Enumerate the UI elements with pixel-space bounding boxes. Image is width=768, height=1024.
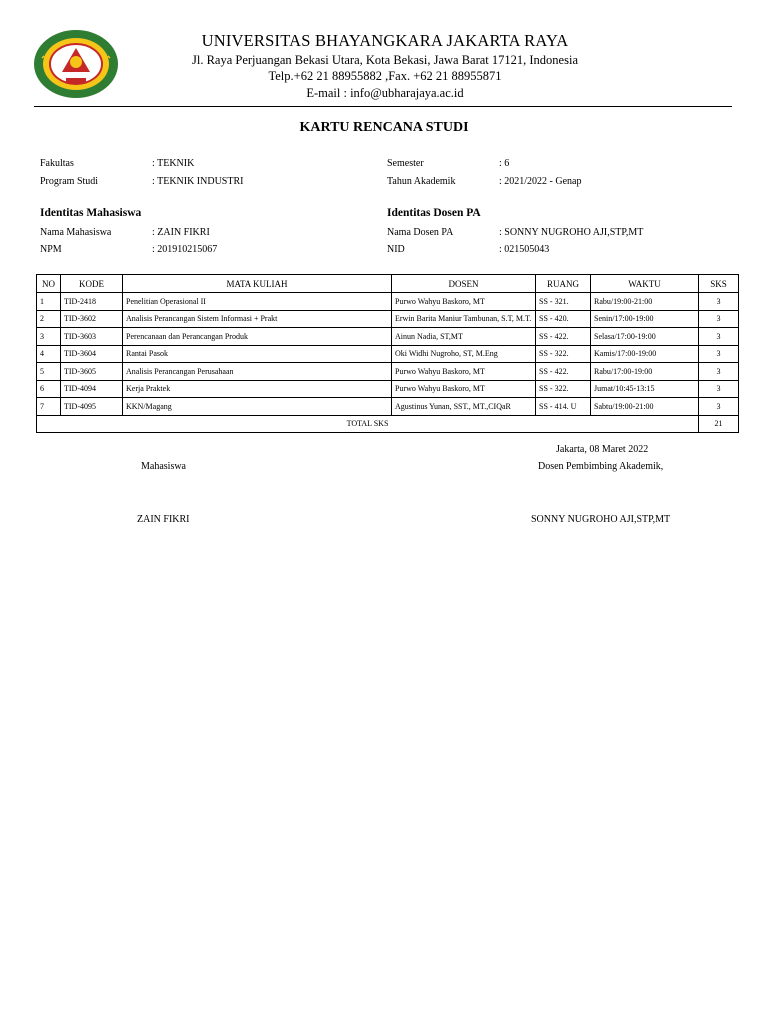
cell-sks: 3 <box>699 398 739 416</box>
npm-value: : 201910215067 <box>152 244 218 255</box>
semester-value: : 6 <box>499 158 510 169</box>
table-row <box>37 293 739 311</box>
cell-dosen: Erwin Barita Maniur Tambunan, S.T, M.T. <box>392 310 536 328</box>
document-title: KARTU RENCANA STUDI <box>299 120 469 135</box>
cell-kode: TID-3602 <box>61 310 123 328</box>
cell-sks: 3 <box>699 345 739 363</box>
column-header-kode: KODE <box>61 275 123 293</box>
table-row <box>37 328 739 346</box>
university-name: UNIVERSITAS BHAYANGKARA JAKARTA RAYA <box>201 31 569 50</box>
cell-dosen: Purwo Wahyu Baskoro, MT <box>392 380 536 398</box>
mahasiswa-signature-label: Mahasiswa <box>141 461 186 472</box>
cell-no: 4 <box>37 345 61 363</box>
nid-value: : 021505043 <box>499 244 550 255</box>
cell-kode: TID-3603 <box>61 328 123 346</box>
cell-ruang: SS - 420. <box>536 310 591 328</box>
cell-waktu: Kamis/17:00-19:00 <box>591 345 699 363</box>
table-row <box>37 310 739 328</box>
cell-mata-kuliah: Perencanaan dan Perancangan Produk <box>123 328 392 346</box>
place-date: Jakarta, 08 Maret 2022 <box>556 444 649 455</box>
cell-sks: 3 <box>699 310 739 328</box>
cell-mata-kuliah: Kerja Praktek <box>123 380 392 398</box>
table-header-row <box>37 275 739 293</box>
course-table <box>36 274 739 433</box>
cell-waktu: Jumat/10:45-13:15 <box>591 380 699 398</box>
cell-dosen: Ainun Nadia, ST,MT <box>392 328 536 346</box>
cell-mata-kuliah: Rantai Pasok <box>123 345 392 363</box>
total-row <box>37 415 739 433</box>
prodi-label: Program Studi <box>40 176 99 187</box>
nama-dosen-pa-value: : SONNY NUGROHO AJI,STP,MT <box>499 227 644 238</box>
nid-label: NID <box>387 244 405 255</box>
cell-kode: TID-4095 <box>61 398 123 416</box>
cell-waktu: Rabu/17:00-19:00 <box>591 363 699 381</box>
fakultas-label: Fakultas <box>40 158 74 169</box>
university-address: Jl. Raya Perjuangan Bekasi Utara, Kota Bekasi, Jawa Barat 17121, Indonesia <box>191 53 578 67</box>
cell-waktu: Rabu/19:00-21:00 <box>591 293 699 311</box>
cell-dosen: Agustinus Yunan, SST., MT.,CIQaR <box>392 398 536 416</box>
cell-ruang: SS - 414. U <box>536 398 591 416</box>
dosen-signature-label: Dosen Pembimbing Akademik, <box>538 461 664 472</box>
nama-mahasiswa-value: : ZAIN FIKRI <box>152 227 210 238</box>
cell-mata-kuliah: KKN/Magang <box>123 398 392 416</box>
total-sks-label: TOTAL SKS <box>37 415 699 433</box>
cell-sks: 3 <box>699 328 739 346</box>
cell-waktu: Senin/17:00-19:00 <box>591 310 699 328</box>
mahasiswa-name: ZAIN FIKRI <box>137 514 190 525</box>
table-row <box>37 380 739 398</box>
cell-no: 2 <box>37 310 61 328</box>
header-divider <box>34 106 732 107</box>
university-seal-icon <box>32 28 120 100</box>
cell-ruang: SS - 422. <box>536 363 591 381</box>
table-row <box>37 398 739 416</box>
cell-sks: 3 <box>699 380 739 398</box>
tahun-akademik-value: : 2021/2022 - Genap <box>499 176 582 187</box>
cell-sks: 3 <box>699 293 739 311</box>
nama-mahasiswa-label: Nama Mahasiswa <box>40 227 112 238</box>
university-phone: Telp.+62 21 88955882 ,Fax. +62 21 88955871 <box>268 69 502 83</box>
column-header-sks: SKS <box>699 275 739 293</box>
column-header-no: NO <box>37 275 61 293</box>
cell-dosen: Oki Widhi Nugroho, ST, M.Eng <box>392 345 536 363</box>
cell-dosen: Purwo Wahyu Baskoro, MT <box>392 363 536 381</box>
prodi-value: : TEKNIK INDUSTRI <box>152 176 244 187</box>
mahasiswa-heading: Identitas Mahasiswa <box>40 207 142 219</box>
cell-mata-kuliah: Analisis Perancangan Perusahaan <box>123 363 392 381</box>
nama-dosen-pa-label: Nama Dosen PA <box>387 227 454 238</box>
cell-waktu: Selasa/17:00-19:00 <box>591 328 699 346</box>
cell-no: 6 <box>37 380 61 398</box>
table-row <box>37 345 739 363</box>
cell-sks: 3 <box>699 363 739 381</box>
cell-kode: TID-3604 <box>61 345 123 363</box>
table-row <box>37 363 739 381</box>
cell-waktu: Sabtu/19:00-21:00 <box>591 398 699 416</box>
cell-ruang: SS - 322. <box>536 345 591 363</box>
cell-mata-kuliah: Penelitian Operasional II <box>123 293 392 311</box>
cell-kode: TID-3605 <box>61 363 123 381</box>
cell-mata-kuliah: Analisis Perancangan Sistem Informasi + Prakt <box>123 310 392 328</box>
dosen-name: SONNY NUGROHO AJI,STP,MT <box>531 514 671 525</box>
cell-no: 1 <box>37 293 61 311</box>
cell-no: 7 <box>37 398 61 416</box>
cell-ruang: SS - 321. <box>536 293 591 311</box>
fakultas-value: : TEKNIK <box>152 158 195 169</box>
column-header-dosen: DOSEN <box>392 275 536 293</box>
cell-kode: TID-4094 <box>61 380 123 398</box>
column-header-waktu: WAKTU <box>591 275 699 293</box>
cell-ruang: SS - 422. <box>536 328 591 346</box>
university-email: E-mail : info@ubharajaya.ac.id <box>306 86 464 100</box>
cell-no: 5 <box>37 363 61 381</box>
tahun-akademik-label: Tahun Akademik <box>387 176 456 187</box>
cell-kode: TID-2418 <box>61 293 123 311</box>
column-header-mata-kuliah: MATA KULIAH <box>123 275 392 293</box>
cell-ruang: SS - 322. <box>536 380 591 398</box>
cell-dosen: Purwo Wahyu Baskoro, MT <box>392 293 536 311</box>
semester-label: Semester <box>387 158 424 169</box>
column-header-ruang: RUANG <box>536 275 591 293</box>
dosen-pa-heading: Identitas Dosen PA <box>387 207 481 219</box>
cell-no: 3 <box>37 328 61 346</box>
total-sks-value: 21 <box>699 415 739 433</box>
npm-label: NPM <box>40 244 62 255</box>
